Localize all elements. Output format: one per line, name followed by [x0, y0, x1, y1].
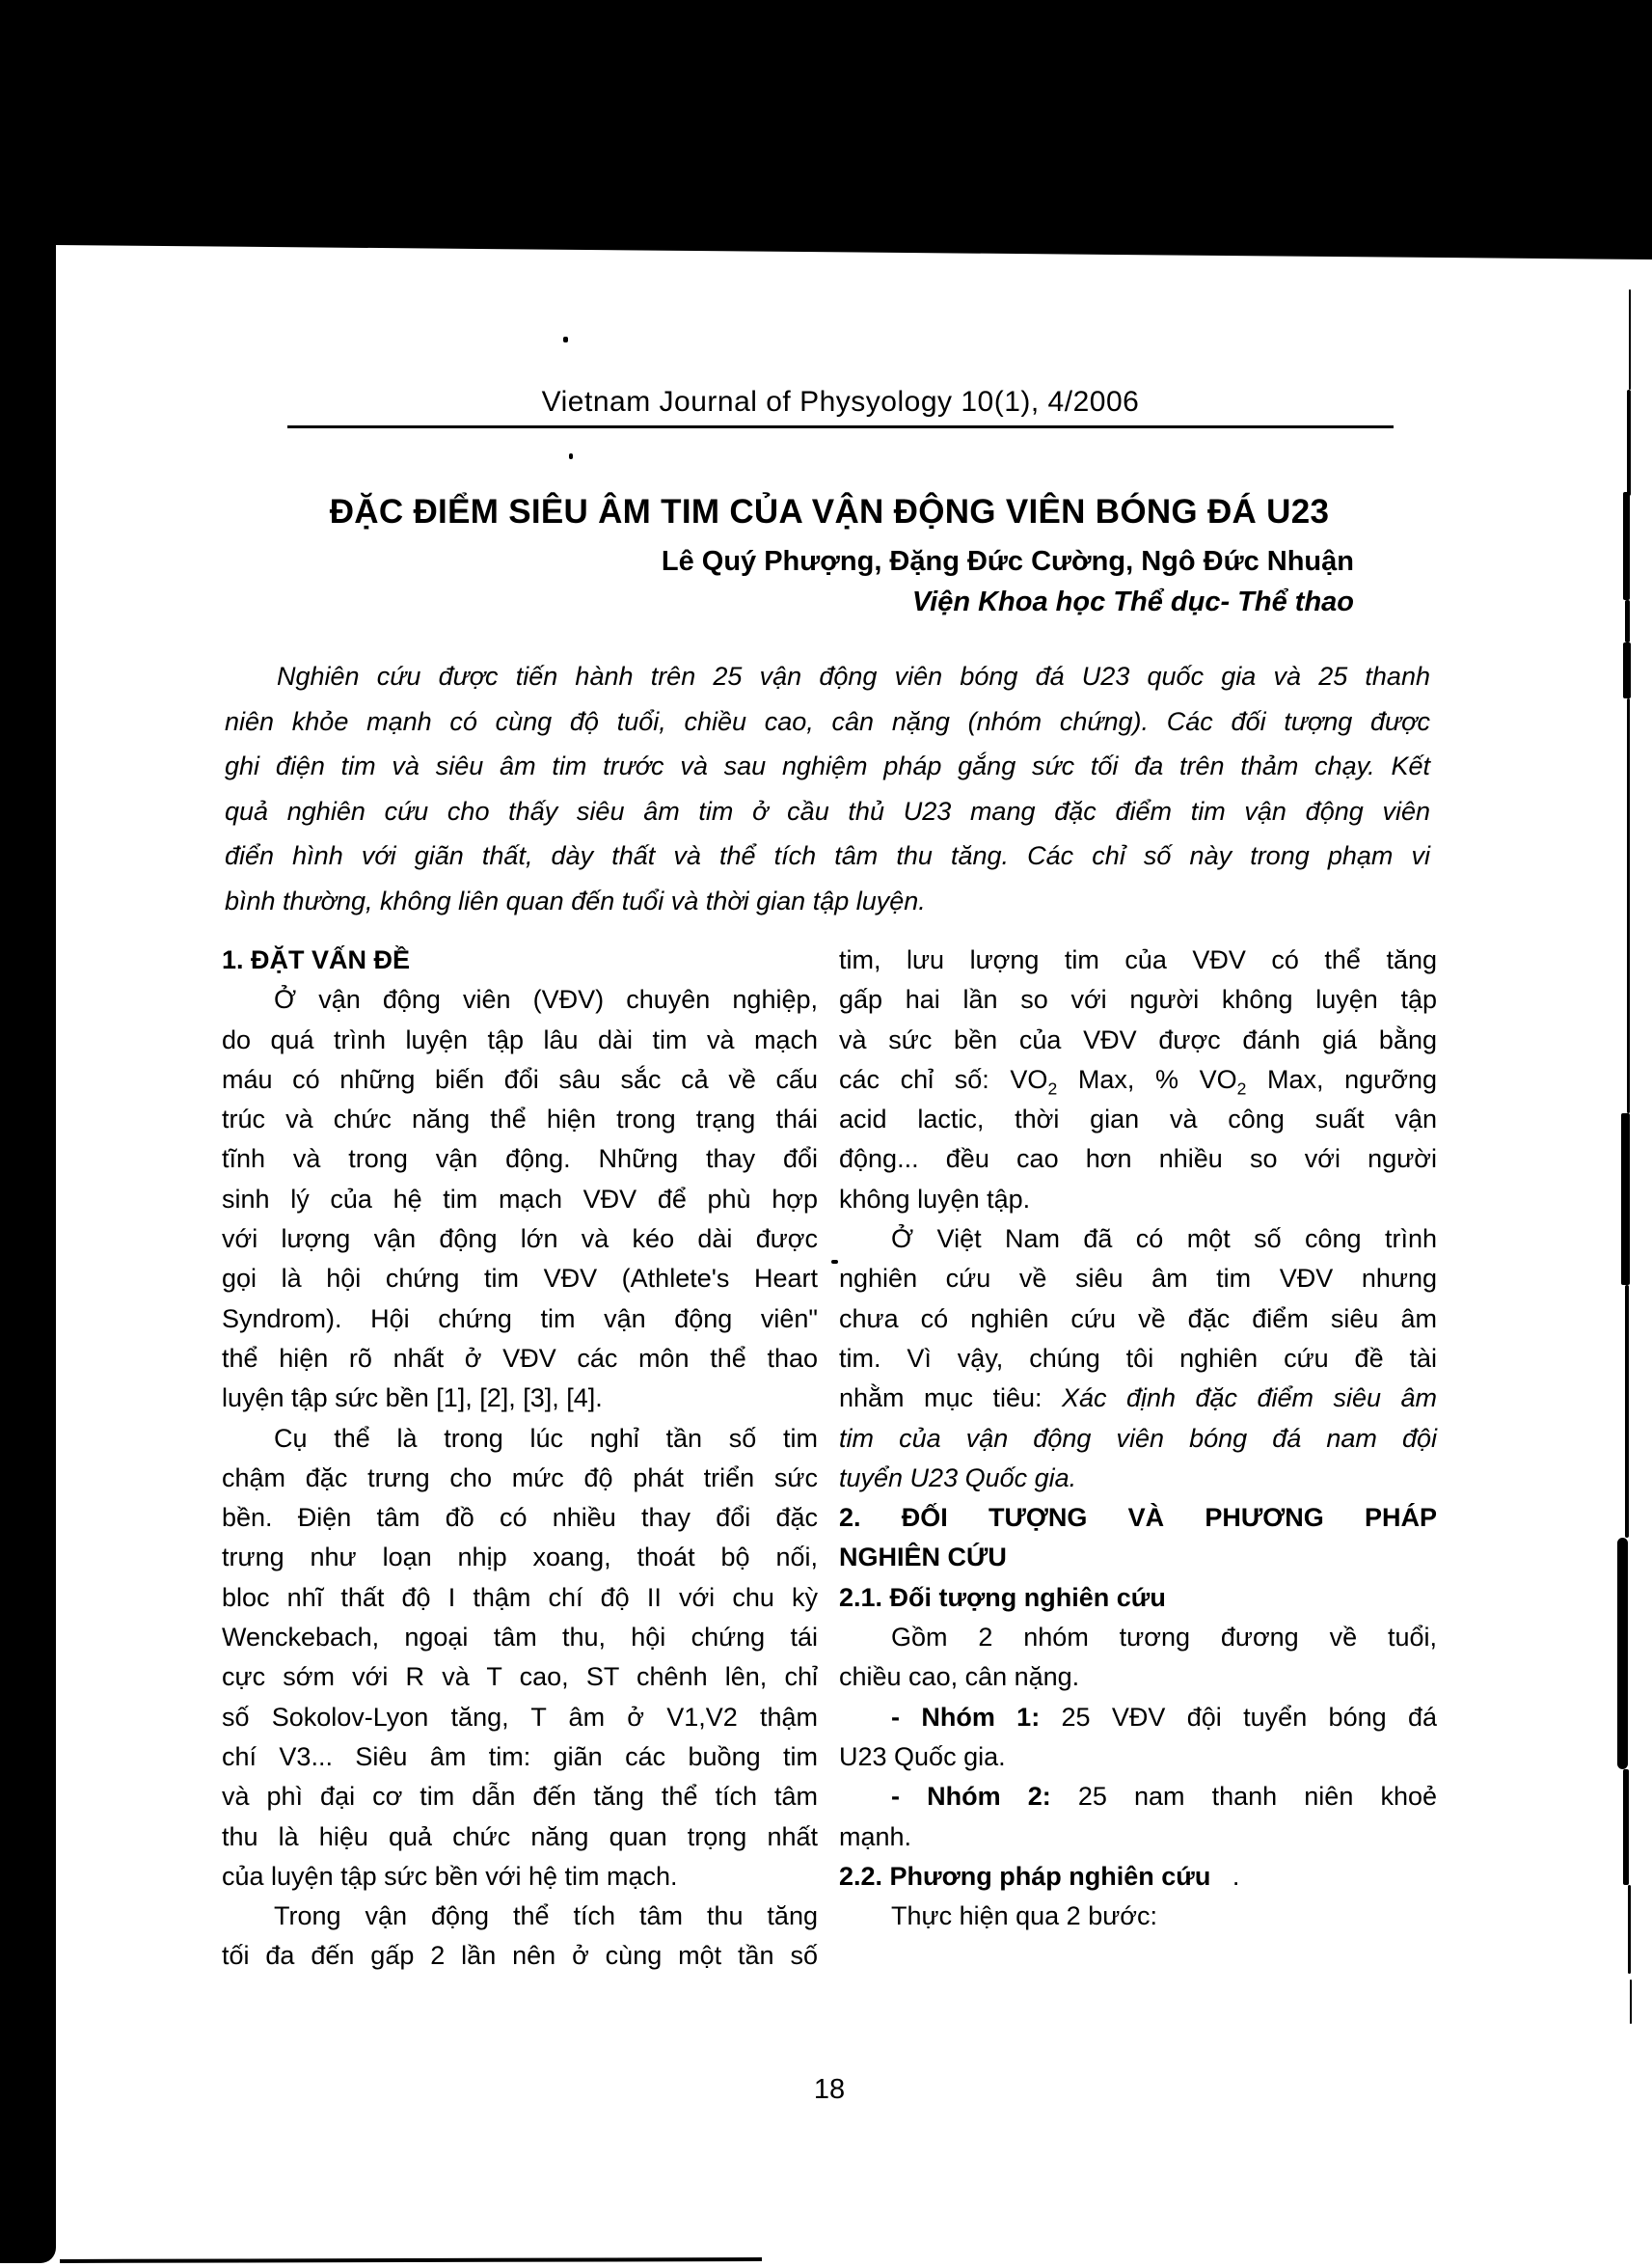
text-line: trúc và chức năng thể hiện trong trạng thái [222, 1105, 818, 1134]
text-line: nghiên cứu về siêu âm tim VĐV nhưng [839, 1264, 1437, 1294]
scan-black-top-band [0, 0, 1652, 262]
body-right-column [839, 941, 1437, 1936]
text-line: do quá trình luyện tập lâu dài tim và mạch [222, 1024, 818, 1054]
text-line: - Nhóm 2: 25 nam thanh niên khoẻ [891, 1782, 1437, 1812]
text-line: Ở Việt Nam đã có một số công trình [891, 1224, 1437, 1254]
text-line: niên khỏe mạnh có cùng độ tuổi, chiều cao, cân nặng (nhóm chứng). Các đối tượng được [225, 706, 1430, 736]
article-authors: Lê Quý Phượng, Đặng Đức Cường, Ngô Đức Nhuận [661, 546, 1354, 577]
text-line: với lượng vận động lớn và kéo dài được [222, 1224, 818, 1254]
text-line: tuyển U23 Quốc gia. [839, 1462, 1077, 1492]
header-rule [287, 425, 1394, 428]
text-line: các chỉ số: $VO_2$ Max, % $VO_2$ Max, ngưỡng [839, 1064, 1437, 1099]
text-line: trưng như loạn nhịp xoang, thoát bộ nối, [222, 1543, 818, 1572]
text-line: của luyện tập sức bền với hệ tim mạch. [222, 1861, 678, 1891]
text-line: NGHIÊN CỨU [839, 1543, 1007, 1572]
text-line: và sức bền của VĐV được đánh giá bằng [839, 1024, 1437, 1054]
text-line: ghi điện tim và siêu âm tim trước và sau nghiệm pháp gắng sức tối đa trên thảm chạy. Kết [225, 751, 1430, 780]
text-line: nhằm mục tiêu: Xác định đặc điểm siêu âm [839, 1383, 1438, 1413]
text-line: bền. Điện tâm đồ có nhiều thay đổi đặc [222, 1503, 818, 1533]
text-line: acid lactic, thời gian và công suất vận [839, 1105, 1437, 1134]
text-line: 2. ĐỐI TƯỢNG VÀ PHƯƠNG PHÁP [839, 1503, 1437, 1533]
abstract [225, 654, 1430, 923]
text-line: chậm đặc trưng cho mức độ phát triển sức [222, 1462, 818, 1492]
page-number: 18 [813, 2074, 846, 2105]
text-line: gọi là hội chứng tim VĐV (Athlete's Heart [222, 1264, 818, 1294]
text-line: gấp hai lần so với người không luyện tập [839, 985, 1437, 1015]
text-line: và phì đại cơ tim dẫn đến tăng thể tích tâm [222, 1782, 818, 1812]
text-line: tĩnh và trong vận động. Những thay đổi [222, 1144, 818, 1174]
text-line: bình thường, không liên quan đến tuổi và thời gian tập luyện. [225, 886, 926, 915]
text-line: quả nghiên cứu cho thấy siêu âm tim ở cầu thủ U23 mang đặc điểm tim vận động viên [225, 796, 1430, 826]
body-left-column [222, 941, 818, 1977]
text-line: tim. Vì vậy, chúng tôi nghiên cứu đề tài [839, 1343, 1437, 1373]
text-line: thể hiện rõ nhất ở VĐV các môn thể thao [222, 1343, 818, 1373]
text-line: động... đều cao hơn nhiều so với người [839, 1144, 1437, 1174]
text-line: cực sớm với R và T cao, ST chênh lên, chỉ [222, 1662, 818, 1692]
journal-header: Vietnam Journal of Physyology 10(1), 4/2006 [541, 386, 1140, 418]
article-affiliation: Viện Khoa học Thể dục- Thể thao [911, 587, 1354, 617]
text-line: luyện tập sức bền [1], [2], [3], [4]. [222, 1383, 603, 1413]
text-line: Trong vận động thể tích tâm thu tăng [274, 1901, 818, 1931]
article-title: ĐẶC ĐIỂM SIÊU ÂM TIM CỦA VẬN ĐỘNG VIÊN BÓNG ĐÁ U23 [329, 493, 1330, 531]
scan-bottom-edge-line [60, 2257, 762, 2263]
text-line: Nghiên cứu được tiến hành trên 25 vận động viên bóng đá U23 quốc gia và 25 thanh [277, 662, 1430, 691]
text-line: 1. ĐẶT VẤN ĐỀ [222, 945, 411, 974]
text-line: máu có những biến đổi sâu sắc cả về cấu [222, 1064, 818, 1094]
text-line: Syndrom). Hội chứng tim vận động viên" [222, 1303, 818, 1333]
text-line: điển hình với giãn thất, dày thất và thể tích tâm thu tăng. Các chỉ số này trong phạm vi [225, 841, 1430, 870]
text-line: mạnh. [839, 1821, 912, 1851]
scan-black-left-edge [0, 0, 56, 2263]
text-line: tim của vận động viên bóng đá nam đội [839, 1423, 1437, 1453]
text-line: sinh lý của hệ tim mạch VĐV để phù hợp [222, 1184, 818, 1214]
text-line: bloc nhĩ thất độ I thậm chí độ II với chu kỳ [222, 1582, 818, 1612]
text-line: tối đa đến gấp 2 lần nên ở cùng một tần số [222, 1941, 818, 1971]
text-line: Wenckebach, ngoại tâm thu, hội chứng tái [222, 1623, 818, 1652]
text-line: chiều cao, cân nặng. [839, 1662, 1080, 1692]
text-line: Ở vận động viên (VĐV) chuyên nghiệp, [274, 985, 818, 1015]
text-line: tim, lưu lượng tim của VĐV có thể tăng [839, 945, 1437, 974]
text-line: - Nhóm 1: 25 VĐV đội tuyển bóng đá [891, 1702, 1437, 1732]
text-line: 2.1. Đối tượng nghiên cứu [839, 1582, 1166, 1612]
text-line: chí V3... Siêu âm tim: giãn các buồng tim [222, 1741, 818, 1771]
text-line: chưa có nghiên cứu về đặc điểm siêu âm [839, 1303, 1437, 1333]
text-line: Thực hiện qua 2 bước: [891, 1901, 1157, 1931]
text-line: thu là hiệu quả chức năng quan trọng nhất [222, 1821, 818, 1851]
text-line: U23 Quốc gia. [839, 1741, 1006, 1771]
text-line: Cụ thể là trong lúc nghỉ tần số tim [274, 1423, 818, 1453]
text-line: 2.2. Phương pháp nghiên cứu . [839, 1861, 1240, 1891]
text-line: số Sokolov-Lyon tăng, T âm ở V1,V2 thậm [222, 1702, 818, 1732]
text-line: Gồm 2 nhóm tương đương về tuổi, [891, 1623, 1437, 1652]
text-line: không luyện tập. [839, 1184, 1031, 1214]
